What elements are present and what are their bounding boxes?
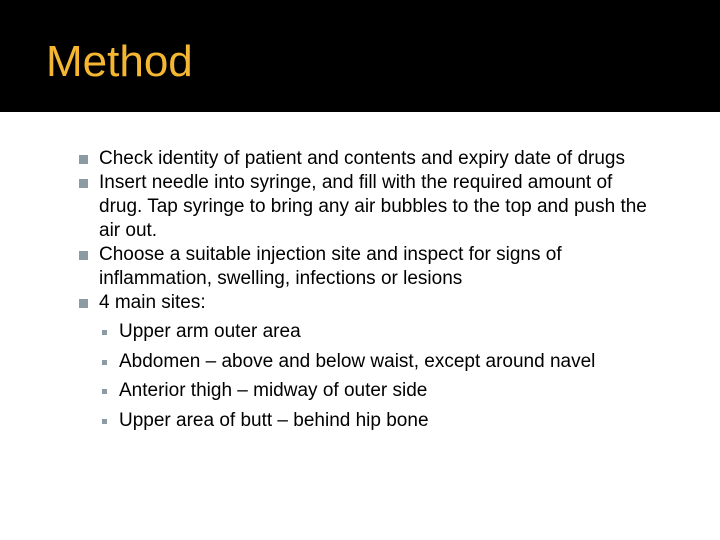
bullet-text: Choose a suitable injection site and inspect for signs of inflammation, swelling, infections or lesions (99, 244, 562, 289)
sub-bullet-text: Upper area of butt – behind hip bone (119, 409, 429, 431)
sub-bullet-item (0, 350, 709, 374)
bullet-text: Insert needle into syringe, and fill with the required amount of drug. Tap syringe to bring any air bubbles to the top and push the air out. (99, 172, 647, 241)
small-square-bullet-icon (102, 330, 107, 335)
sub-bullet-list (0, 320, 720, 433)
square-bullet-icon (79, 299, 88, 308)
title-bar (0, 0, 720, 112)
square-bullet-icon (79, 155, 88, 164)
bullet-item (0, 291, 659, 315)
square-bullet-icon (79, 251, 88, 260)
small-square-bullet-icon (102, 419, 107, 424)
bullet-item (0, 243, 659, 291)
small-square-bullet-icon (102, 389, 107, 394)
sub-bullet-text: Abdomen – above and below waist, except around navel (119, 350, 596, 372)
bullet-text: 4 main sites: (99, 292, 206, 313)
slide-title: Method (46, 37, 193, 86)
slide-body (0, 147, 720, 433)
sub-bullet-text: Upper arm outer area (119, 321, 301, 342)
bullet-item (0, 171, 659, 243)
sub-bullet-text: Anterior thigh – midway of outer side (119, 380, 428, 401)
small-square-bullet-icon (102, 360, 107, 365)
bullet-text: Check identity of patient and contents and expiry date of drugs (99, 148, 625, 169)
bullet-item (0, 147, 659, 171)
sub-bullet-item (0, 409, 709, 433)
square-bullet-icon (79, 179, 88, 188)
sub-bullet-item (0, 379, 709, 403)
sub-bullet-item (0, 320, 709, 344)
